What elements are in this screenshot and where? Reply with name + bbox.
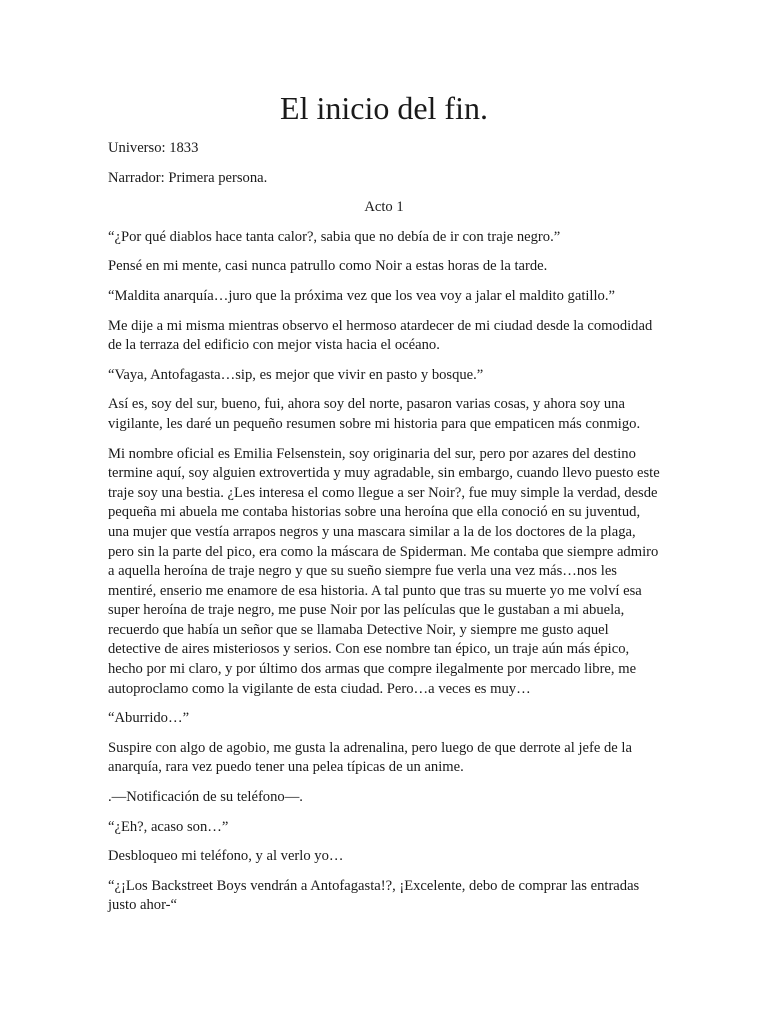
paragraph: “Vaya, Antofagasta…sip, es mejor que vivir en pasto y bosque.”: [108, 366, 484, 383]
paragraph: Me dije a mi misma mientras observo el hermoso atardecer de mi ciudad desde la comodidad de la terraza del edificio con mejor vista hacia el océano.: [108, 317, 653, 354]
act-heading: Acto 1: [364, 199, 404, 216]
paragraph: “Maldita anarquía…juro que la próxima vez que los vea voy a jalar el maldito gatillo.”: [108, 287, 615, 304]
paragraph: “¿Eh?, acaso son…”: [108, 818, 229, 835]
paragraph: .—Notificación de su teléfono—.: [108, 789, 303, 806]
paragraph: Suspire con algo de agobio, me gusta la adrenalina, pero luego de que derrote al jefe de la anarquía, rara vez puedo tener una pelea típicas de un anime.: [108, 739, 632, 776]
paragraph: Mi nombre oficial es Emilia Felsenstein, soy originaria del sur, pero por azares del destino termine aquí, soy alguien extrovertida y muy agradable, sin embargo, cuando llevo puesto este traje soy una bestia. ¿Les interesa el como llegue a ser Noir?, fue muy simple la verdad, desde pequeña mi abuela me contaba historias sobre una heroína que ella conoció en su juventud, una mujer que vestía arrapos negros y una mascara similar a la de los doctores de la plaga, pero sin la parte del pico, era como la máscara de Spiderman. Me contaba que siempre admiro a aquella heroína de traje negro y que su sueño siempre fue verla una vez más…nos les mentiré, enserio me enamore de esa historia. A tal punto que tras su muerte yo me volví esa super heroína de traje negro, me puse Noir por las películas que le gustaban a mi abuela, recuerdo que había un señor que se llamaba Detective Noir, y siempre me gusto aquel detective de aires misteriosos y serios. Con ese nombre tan épico, un traje aún más épico, hecho por mi claro, y por último dos armas que compre ilegalmente por mercado libre, me autoproclamo como la vigilante de esta ciudad. Pero…a veces es muy…: [108, 445, 660, 697]
paragraph: “¿¡Los Backstreet Boys vendrán a Antofagasta!?, ¡Excelente, debo de comprar las entradas justo ahor-“: [108, 877, 640, 914]
paragraph: “¿Por qué diablos hace tanta calor?, sabia que no debía de ir con traje negro.”: [108, 228, 561, 245]
paragraph: Así es, soy del sur, bueno, fui, ahora soy del norte, pasaron varias cosas, y ahora soy una vigilante, les daré un pequeño resumen sobre mi historia para que empaticen más conmigo.: [108, 396, 641, 432]
document-body: [108, 139, 660, 926]
document-title: El inicio del fin.: [280, 90, 488, 126]
paragraph: Pensé en mi mente, casi nunca patrullo como Noir a estas horas de la tarde.: [108, 258, 548, 275]
paragraph: “Aburrido…”: [108, 710, 190, 727]
paragraph-narrator: Narrador: Primera persona.: [108, 169, 268, 186]
paragraph-universe: Universo: 1833: [108, 140, 199, 156]
paragraph: Desbloqueo mi teléfono, y al verlo yo…: [108, 848, 344, 865]
